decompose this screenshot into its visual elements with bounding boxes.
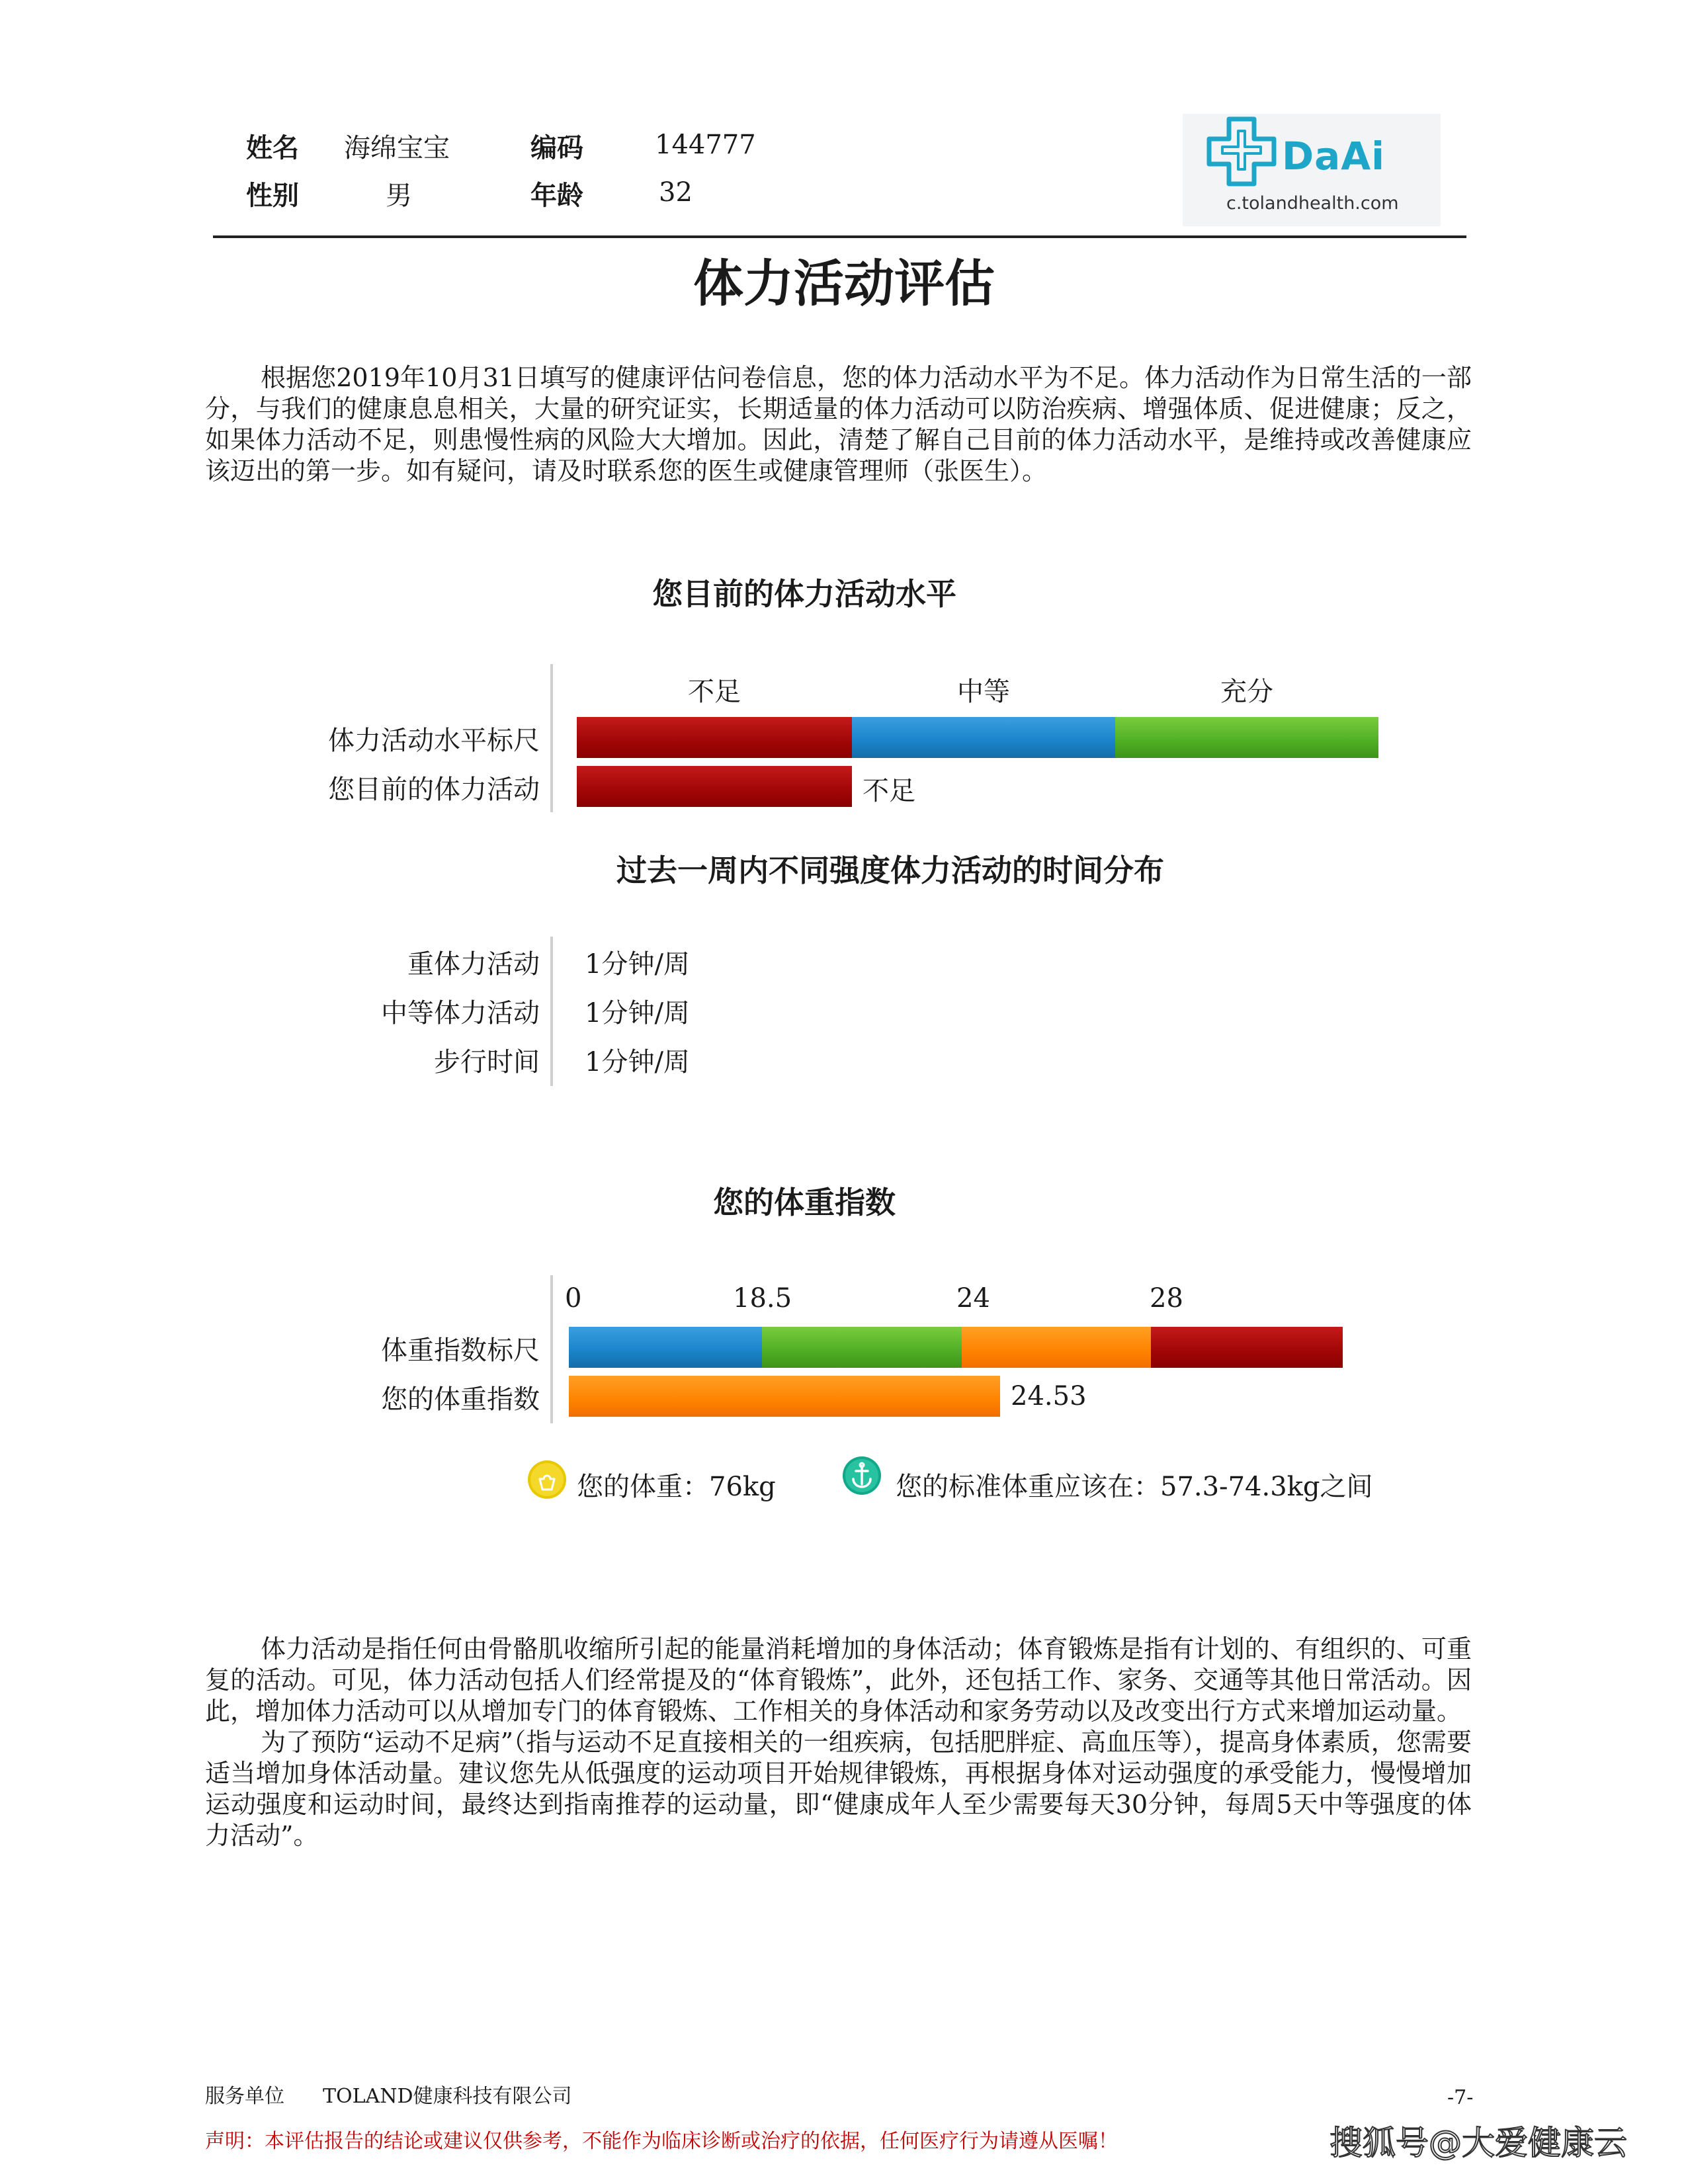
code-value: 144777: [655, 130, 756, 160]
bmi-tick-28: 28: [1150, 1283, 1183, 1314]
age-value: 32: [659, 177, 693, 208]
bmi-current-label: 您的体重指数: [381, 1384, 540, 1415]
bmi-bar-normal: [762, 1327, 962, 1368]
body-paragraphs: [205, 1634, 1472, 1851]
gender-value: 男: [386, 181, 412, 211]
bmi-scale-label: 体重指数标尺: [381, 1335, 540, 1366]
activity-current-bar: [577, 766, 852, 807]
disclaimer-text: 声明：本评估报告的结论或建议仅供参考，不能作为临床诊断或治疗的依据，任何医疗行为请遵从医嘱！: [205, 2130, 1118, 2153]
logo-url: c.tolandhealth.com: [1226, 193, 1399, 214]
walking-time-value: 1分钟/周: [585, 1047, 690, 1077]
bmi-tick-0: 0: [565, 1283, 582, 1314]
service-label: 服务单位: [205, 2085, 284, 2108]
bmi-tick-18-5: 18.5: [733, 1283, 792, 1314]
walking-time-label: 步行时间: [434, 1047, 540, 1077]
activity-current-value: 不足: [863, 776, 915, 806]
watermark: 搜狐号@大爱健康云: [1329, 2124, 1627, 2162]
name-value: 海绵宝宝: [344, 133, 450, 163]
body-paragraph-1: 体力活动是指任何由骨骼肌收缩所引起的能量消耗增加的身体活动；体育锻炼是指有计划的、有组织的、可重复的活动。可见，体力活动包括人们经常提及的“体育锻炼”，此外，还包括工作、家务、交通等其他日常活动。因此，增加体力活动可以从增加专门的体育锻炼、工作相关的身体活动和家务劳动以及改变出行方式来增加运动量。: [205, 1634, 1472, 1726]
logo-text: DaAi: [1282, 134, 1386, 179]
activity-level-title: 您目前的体力活动水平: [652, 576, 956, 612]
page-title: 体力活动评估: [693, 254, 995, 313]
service-value: TOLAND健康科技有限公司: [323, 2085, 572, 2108]
page-number: -7-: [1447, 2086, 1474, 2109]
bmi-tick-24: 24: [956, 1283, 990, 1314]
activity-bar-medium: [852, 717, 1115, 758]
bmi-axis: [550, 1275, 553, 1423]
bmi-bar-underweight: [569, 1327, 762, 1368]
scale-level-low: 不足: [688, 677, 741, 707]
company-logo: [1183, 114, 1441, 226]
bmi-current-bar: [569, 1376, 1000, 1417]
standard-weight-text: 您的标准体重应该在：57.3-74.3kg之间: [896, 1472, 1373, 1502]
activity-bar-low: [577, 717, 852, 758]
bmi-current-value: 24.53: [1011, 1381, 1087, 1411]
name-label: 姓名: [246, 132, 299, 163]
bmi-bar-obese: [1151, 1327, 1343, 1368]
intro-paragraph: [205, 362, 1472, 487]
moderate-activity-label: 中等体力活动: [381, 998, 540, 1029]
heavy-activity-label: 重体力活动: [407, 949, 540, 980]
intro-text: 根据您2019年10月31日填写的健康评估问卷信息，您的体力活动水平为不足。体力活动作为日常生活的一部分，与我们的健康息息相关，大量的研究证实，长期适量的体力活动可以防治疾病、增强体质、促进健康；反之，如果体力活动不足，则患慢性病的风险大大增加。因此，清楚了解自己目前的体力活动水平，是维持或改善健康应该迈出的第一步。如有疑问，请及时联系您的医生或健康管理师（张医生）。: [205, 363, 1472, 485]
code-label: 编码: [530, 132, 583, 163]
body-paragraph-2: 为了预防“运动不足病”（指与运动不足直接相关的一组疾病，包括肥胖症、高血压等），提高身体素质，您需要适当增加身体活动量。建议您先从低强度的运动项目开始规律锻炼，再根据身体对运动强度的承受能力，慢慢增加运动强度和运动时间，最终达到指南推荐的运动量，即“健康成年人至少需要每天30分钟，每周5天中等强度的体力活动”。: [205, 1728, 1472, 1850]
weekly-axis: [550, 937, 553, 1086]
moderate-activity-value: 1分钟/周: [585, 998, 690, 1029]
scale-level-medium: 中等: [957, 677, 1010, 707]
weight-text: 您的体重：76kg: [577, 1472, 776, 1502]
weekly-distribution-title: 过去一周内不同强度体力活动的时间分布: [616, 853, 1164, 888]
activity-bar-high: [1115, 717, 1378, 758]
bmi-title: 您的体重指数: [713, 1185, 896, 1220]
heavy-activity-value: 1分钟/周: [585, 949, 690, 980]
activity-current-label: 您目前的体力活动: [328, 775, 540, 805]
gender-label: 性别: [246, 180, 299, 211]
bmi-bar-overweight: [962, 1327, 1151, 1368]
weight-icon: [527, 1459, 568, 1500]
activity-scale-label: 体力活动水平标尺: [328, 726, 540, 756]
scale-level-high: 充分: [1220, 677, 1273, 707]
age-label: 年龄: [530, 180, 583, 211]
anchor-icon: [841, 1455, 882, 1496]
header-divider: [213, 235, 1466, 238]
activity-axis: [550, 664, 553, 812]
